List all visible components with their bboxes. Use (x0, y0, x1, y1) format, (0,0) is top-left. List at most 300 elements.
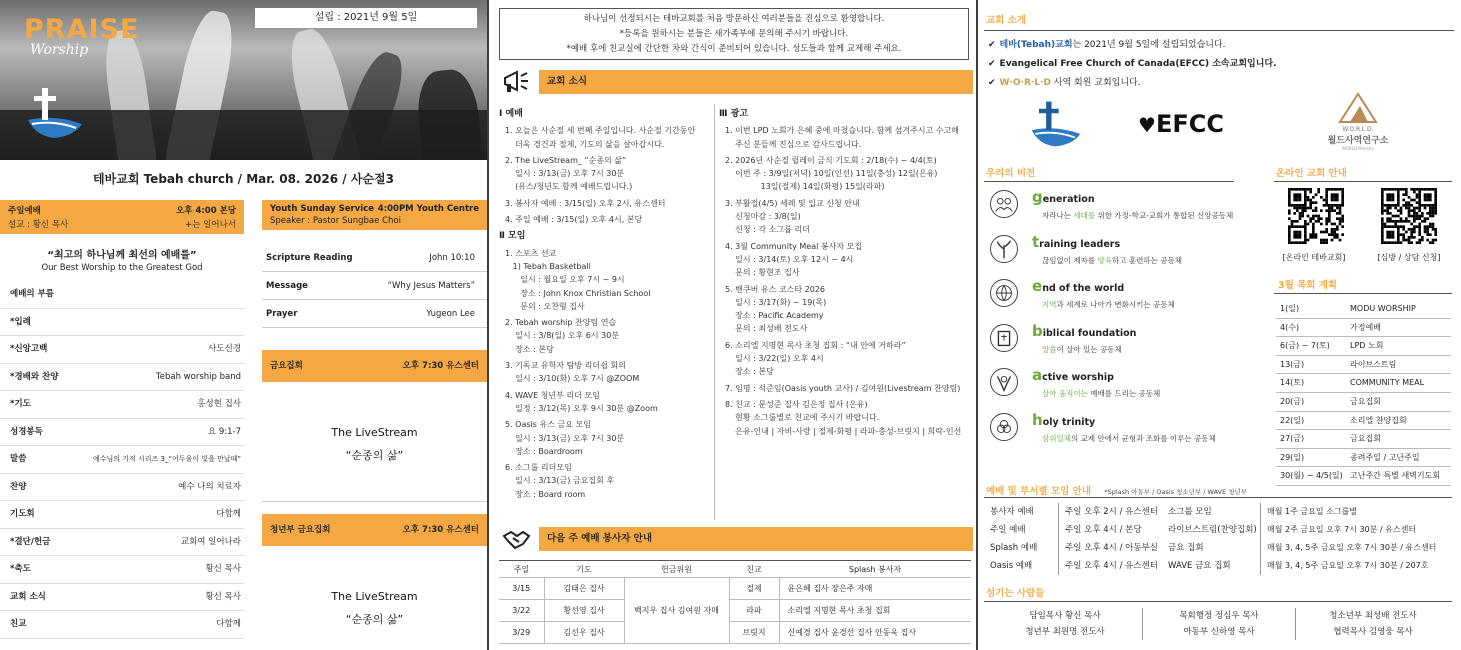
order-row (0, 391, 244, 419)
youth-label: Prayer (266, 309, 298, 319)
calendar-event: 종려주일 / 고난주일 (1350, 452, 1420, 462)
friday-title: 금요집회 (270, 361, 303, 371)
meeting-name: 봉사자 예배 (990, 507, 1034, 517)
ad-heading: Ⅲ 광고 (719, 109, 749, 119)
vision-desc-post: 이 살아 있는 공동체 (1056, 344, 1122, 354)
youth-row (262, 272, 487, 300)
meeting-news-heading: Ⅱ 모임 (499, 231, 526, 242)
table-row (499, 578, 971, 600)
news-line: 일정 : 3/12(목) 오후 9시 30분 @Zoom (505, 403, 658, 413)
news-line: 일시 : 3/22(일) 오후 4시 (725, 354, 824, 364)
vision-desc-post: 과 세계로 나아가 변화시키는 공동체 (1056, 300, 1175, 309)
vision-desc-pre: 자라나는 (1042, 211, 1074, 220)
order-label: *결단/헌금 (10, 536, 51, 547)
order-value: 교회여 일어나라 (180, 536, 241, 547)
praise-title: PRAISE (24, 14, 140, 45)
news-line: 6. 소리엘 지명현 목사 초청 집회 : “내 안에 거하라” (725, 340, 906, 350)
vision-desc (1042, 344, 1122, 355)
worship-photo (0, 0, 487, 160)
vision-rest: oly trinity (1042, 416, 1096, 428)
vision-rest: eneration (1042, 194, 1095, 205)
meeting-time: 주일 오후 4시 / 유스센터 (1058, 557, 1158, 575)
news-line: 4. WAVE 청년부 리더 모임 (505, 390, 600, 400)
vision-rest: ctive worship (1042, 372, 1114, 383)
plant-icon (990, 235, 1018, 263)
calendar-event: MODU WORSHIP (1350, 304, 1416, 313)
order-value: 요 9:1-7 (207, 426, 241, 437)
preacher: 설교 : 황신 목사 (8, 220, 69, 230)
news-line: 3. 기독교 유학자 탐방 리더쉽 회의 (505, 361, 626, 371)
row-prayer: 김태은 집사 (544, 578, 624, 600)
world-highlight: W·O·R·L·D (999, 78, 1051, 88)
col-sunday: 주일 (499, 561, 544, 578)
order-label: *기도 (10, 399, 31, 409)
order-label: *입례 (10, 316, 31, 327)
news-line: 3. 봉사자 예배 : 3/15(일) 오후 2시, 유스센터 (505, 198, 666, 208)
youth-value: John 10:10 (429, 253, 475, 263)
family-icon (990, 190, 1018, 218)
efcc-text: EFCC (1155, 110, 1224, 138)
calendar-event: 고난주간 특별 새벽기도회 (1350, 471, 1441, 481)
news-line: 신청 : 각 소그룹 리더 (725, 225, 810, 235)
friday-sermon (262, 382, 487, 502)
vision-initial: a (1032, 366, 1043, 384)
intro-line: ✔ 테바(Tebah)교회는 2021년 9월 5일에 설립되었습니다. (988, 40, 1226, 50)
news-line: 일시 : 3/14(토) 오후 12시 ~ 4시 (725, 254, 854, 264)
vision-desc-post: 하고 훈련하는 공동체 (1111, 255, 1182, 265)
row-splash: 신예경 집사 윤경선 집사 안동욱 집사 (779, 622, 971, 644)
established-date: 설립 : 2021년 9월 5일 (255, 8, 477, 28)
order-label: 친교 (10, 619, 27, 629)
order-value: 예수 나의 치료자 (178, 481, 241, 492)
news-line: 장소 : Pacific Academy (725, 311, 824, 321)
row-prayer: 김선우 집사 (544, 622, 624, 644)
world-logo (1323, 92, 1393, 151)
vision-rest: raining leaders (1039, 238, 1121, 250)
news-line: 일시 : 3/13(금) 오후 7시 30분 (505, 169, 625, 179)
welcome-line1: 하나님이 선정되시는 테바교회를 처음 방문하신 여러분들을 진심으로 환영합니다. (583, 14, 885, 24)
meeting-name: Oasis 예배 (990, 561, 1033, 571)
calendar-row (1276, 356, 1451, 375)
order-value: 다함께 (216, 619, 241, 629)
vision-desc-post: 위한 가정-학교-교회가 통합된 신앙공동체 (1095, 211, 1234, 220)
liturgical-season: 사순절3 (350, 172, 394, 186)
staff-member: 청년부 최원명 전도사 (1025, 627, 1105, 637)
world-english: WORLD Ministry (1341, 146, 1375, 151)
meeting-time: 주일 오후 2시 / 유스센터 (1058, 503, 1158, 521)
news-line: 일시 : 3/13(금) 오후 7시 30분 (505, 433, 625, 443)
news-line: 현황 소그룹별로 친교에 주시기 바랍니다. (725, 413, 880, 423)
table-row (499, 600, 971, 622)
servers-table (499, 560, 971, 644)
intro-heading: 교회 소개 (986, 15, 1027, 26)
calendar-event: 금요집회 (1350, 434, 1381, 444)
youth-speaker: Speaker : Pastor Sungbae Choi (270, 216, 401, 226)
vision-word (1032, 233, 1120, 251)
news-line: 주신 분들께 진심으로 감사드립니다. (725, 139, 862, 149)
news-line: 1. 오늘은 사순절 세 번째 주일입니다. 사순절 기간동안 (505, 126, 696, 136)
vision-desc-highlight: 살아 움직이는 (1042, 389, 1088, 398)
youth-friday-line2: “순종의 삶” (345, 613, 404, 626)
youth-friday-time: 오후 7:30 유스센터 (402, 525, 479, 535)
youth-row (262, 244, 487, 272)
order-row (0, 336, 244, 364)
march-calendar (1276, 300, 1451, 486)
news-line: 2. 2026년 사순절 릴레이 금식 기도회 : 2/18(수) ~ 4/4(토) (725, 155, 937, 165)
calendar-row (1276, 374, 1451, 393)
order-value: 사도신경 (208, 344, 241, 354)
col-splash: Splash 봉사자 (779, 561, 971, 578)
news-line: 8. 친교 : 문성준 집사 김은정 집사 (은유) (725, 399, 868, 409)
row-date: 3/15 (499, 578, 544, 600)
offering-team: 백지우 집사 김여원 자매 (624, 578, 729, 644)
news-line: 13일(절제) 14일(화평) 15일(라파) (725, 182, 885, 192)
meeting-time2: 매월 2주 금요일 오후 7시 30분 / 유스센터 (1260, 521, 1416, 539)
vision-desc-highlight: 세대를 (1073, 211, 1096, 220)
church-info-panel (978, 0, 1461, 650)
world-name: 월드사역연구소 (1327, 136, 1389, 146)
order-row (0, 474, 244, 502)
calendar-row (1276, 412, 1451, 431)
news-line: 일시 : 3/10(화) 오후 7시 @ZOOM (505, 374, 640, 384)
order-row (0, 556, 244, 584)
youth-label: Scripture Reading (266, 253, 353, 263)
meeting-time2: 매월 3, 4, 5주 금요일 오후 7시 30분 / 유스센터 (1260, 539, 1436, 557)
news-line: 문의 : 황현조 집사 (725, 268, 800, 278)
order-label: 찬양 (10, 481, 27, 492)
vision-rest: nd of the world (1042, 283, 1125, 294)
news-line: 일시 : 3/8(일) 오후 6시 30분 (505, 331, 620, 341)
vision-initial: h (1032, 410, 1043, 429)
vision-initial: b (1032, 321, 1043, 340)
row-prayer: 황선영 집사 (544, 600, 624, 622)
news-line: 장소 : Boardroom (505, 446, 583, 456)
meetings-note: *Splash 아동부 / Oasis 청소년부 / WAVE 청년부 (1104, 488, 1248, 496)
calendar-date: 29(일) (1280, 452, 1305, 462)
news-line: 일시 : 월요일 오후 7시 ~ 9시 (505, 275, 625, 285)
order-label: 말씀 (10, 454, 27, 464)
order-value: 예수님의 기적 시리즈 3_“어두움이 빛을 만날때” (92, 455, 241, 463)
meeting-name2: 금요 집회 (1168, 543, 1204, 553)
youth-friday-header (262, 514, 487, 546)
youth-service-title: Youth Sunday Service (270, 204, 374, 214)
order-value: 홍성현 집사 (197, 399, 241, 409)
vision-desc-highlight: 삼위일체 (1042, 433, 1071, 443)
intro-line: ✔ W·O·R·L·D 사역 회원 교회입니다. (988, 78, 1141, 88)
vision-desc-post: 의 교제 안에서 균형과 조화를 이루는 공동체 (1070, 433, 1216, 443)
bulletin-cover-panel (0, 0, 487, 650)
meeting-time2: 매월 3, 4, 5주 금요일 오후 7시 30분 / 207호 (1260, 557, 1428, 575)
news-line: 장소 : 본당 (505, 344, 554, 354)
news-line: 문의 : 최성배 전도사 (725, 324, 808, 334)
vision-initial: e (1032, 277, 1043, 295)
news-line: 1) Tebah Basketball (505, 261, 591, 271)
staff-member: 아동부 신하영 목사 (1183, 627, 1255, 637)
motto-korean: “최고의 하나님께 최선의 예배를” (47, 250, 197, 261)
worship-subtitle: Worship (30, 42, 89, 58)
row-fellowship: 절제 (729, 578, 779, 600)
news-line: 6. 소그룹 리더모임 (505, 463, 572, 473)
order-of-worship (0, 281, 244, 639)
ad-list (719, 124, 971, 438)
world-small: W.O.R.L.D. (1342, 126, 1374, 133)
main-service-time: 오후 4:00 본당 (176, 206, 236, 216)
stand-note: +는 일어나서 (185, 220, 236, 230)
welcome-box (499, 8, 969, 60)
calendar-event: 소리엘 찬양집회 (1350, 415, 1407, 425)
megaphone-icon (501, 66, 531, 96)
staff-member: 목회행정 정심우 목사 (1179, 611, 1259, 621)
calendar-row (1276, 300, 1451, 319)
main-service-title: 주일예배 (8, 206, 41, 216)
main-service-header (0, 200, 244, 234)
calendar-row (1276, 337, 1451, 356)
bible-icon (990, 324, 1018, 352)
news-left-column (499, 106, 711, 501)
news-line: 5. 밴쿠버 유스 코스타 2026 (725, 284, 825, 294)
vision-initial: g (1032, 188, 1043, 206)
row-fellowship: 브릿지 (729, 622, 779, 644)
calendar-event: LPD 노회 (1350, 341, 1384, 351)
meetings-heading (986, 483, 1247, 497)
vision-desc (1042, 388, 1160, 399)
news-line: 1. 스포츠 선교 (505, 248, 557, 258)
calendar-row (1276, 430, 1451, 449)
order-label: 성경봉독 (10, 426, 43, 437)
order-label: *축도 (10, 564, 31, 574)
calendar-row (1276, 319, 1451, 338)
calendar-date: 14(토) (1280, 378, 1305, 388)
order-row (0, 584, 244, 612)
meeting-time2: 매월 1주 금요일 소그룹별 (1260, 503, 1357, 521)
vision-desc (1042, 299, 1175, 310)
vision-desc-post: 예배를 드리는 공동체 (1087, 389, 1161, 398)
youth-service-time: 4:00PM Youth Centre (377, 204, 479, 214)
news-line: 일시 : 3/17(화) ~ 19(목) (725, 297, 827, 307)
meeting-name2: 라이브스트림(찬양집회) (1168, 525, 1257, 535)
news-line: 4. 3월 Community Meal 봉사자 모집 (725, 241, 863, 251)
news-line: 4. 주일 예배 : 3/15(일) 오후 4시, 본당 (505, 215, 643, 225)
praise-icon (990, 368, 1018, 396)
meeting-name2: WAVE 금요 집회 (1168, 561, 1231, 571)
news-line: 은유-인내 | 자비-사랑 | 절제-화평 | 라파-충성-브릿지 | 희락-인선 (725, 426, 962, 436)
news-line: 2. The LiveStream_ “순종의 삶” (505, 155, 627, 165)
intro-list (988, 36, 1277, 93)
vision-word (1032, 366, 1114, 384)
welcome-line2: *등록을 원하시는 분들은 새가족부에 문의해 주시기 바랍니다. (619, 29, 849, 39)
calendar-date: 20(금) (1280, 396, 1305, 406)
welcome-line3: *예배 후에 친교실에 간단한 차와 간식이 준비되어 있습니다. 성도들과 함께 교제해 주세요. (566, 44, 902, 54)
youth-value: Yugeon Lee (426, 309, 475, 319)
worship-news-heading: Ⅰ 예배 (499, 109, 523, 119)
youth-friday-sermon (262, 546, 487, 650)
vision-word (1032, 188, 1095, 206)
staff-member: 협력목사 김영웅 목사 (1333, 627, 1413, 637)
youth-label: Message (266, 281, 308, 291)
news-line: (유스/청년도 함께 예배드립니다.) (505, 182, 633, 192)
news-line: 3. 부활절(4/5) 세례 및 입교 신청 안내 (725, 198, 860, 208)
vision-word (1032, 411, 1095, 429)
tebah-church-logo (24, 84, 86, 142)
table-row (499, 622, 971, 644)
news-line: 이번 주 : 3/9일(저녁) 10일(인선) 11일(충성) 12일(은유) (725, 169, 938, 179)
staff-group (988, 608, 1142, 640)
col-fellowship: 친교 (729, 561, 779, 578)
order-value: 다함께 (216, 509, 241, 519)
main-service-column (0, 200, 244, 639)
news-right-column (719, 106, 971, 438)
news-line: 2. Tebah worship 찬양팀 연습 (505, 318, 617, 328)
news-line: 7. 임명 : 석준임(Oasis youth 교사) / 김여원(Livestream 찬양팀) (725, 383, 961, 393)
church-date-text: 테바교회 Tebah church / Mar. 08. 2026 / (93, 172, 351, 186)
online-church-qr[interactable] (1288, 188, 1344, 244)
friday-time: 오후 7:30 유스센터 (402, 361, 479, 371)
vision-desc-highlight: 양육 (1097, 255, 1112, 265)
news-line: 5. Oasis 유스 금요 모임 (505, 420, 591, 430)
calendar-date: 1(일) (1280, 304, 1300, 313)
visitation-qr[interactable] (1381, 188, 1437, 244)
staff-member: 담임목사 황신 목사 (1029, 611, 1101, 621)
calendar-date: 6(금) ~ 7(토) (1280, 341, 1330, 351)
meeting-time: 주일 오후 4시 / 아동부실 (1058, 539, 1158, 557)
staff-group (1296, 608, 1450, 640)
trinity-icon (990, 413, 1018, 441)
youth-friday-line1: The LiveStream (331, 590, 418, 603)
meetings-title: 예배 및 부서별 모임 안내 (986, 486, 1091, 497)
order-row (0, 446, 244, 474)
youth-service-header (262, 200, 487, 230)
meetings-table (988, 503, 1450, 575)
order-label: *경배와 찬양 (10, 371, 59, 382)
calendar-date: 22(일) (1280, 415, 1305, 425)
vision-desc-highlight: 말씀 (1042, 344, 1057, 354)
vision-initial: t (1032, 232, 1040, 251)
meeting-time: 주일 오후 4시 / 본당 (1058, 521, 1142, 539)
vision-desc-highlight: 지역 (1042, 300, 1057, 309)
youth-order (262, 244, 487, 328)
news-line: 1. 이번 LPD 노회가 은혜 중에 마쳤습니다. 함께 섬겨주시고 수고해 (725, 126, 959, 136)
vision-rest: iblical foundation (1042, 327, 1137, 339)
news-line: 장소 : Board room (505, 489, 586, 499)
globe-icon (990, 279, 1018, 307)
calendar-event: 금요집회 (1350, 396, 1381, 406)
calendar-date: 13(금) (1280, 359, 1305, 369)
efcc-logo: ♥EFCC (1138, 110, 1224, 138)
intro-text: Evangelical Free Church of Canada(EFCC) 소속교회입니다. (999, 59, 1277, 69)
worship-news-list (499, 124, 711, 226)
calendar-heading: 3월 목회 계획 (1278, 280, 1338, 291)
youth-friday-title: 청년부 금요집회 (270, 525, 331, 535)
calendar-event: 가정예배 (1350, 322, 1381, 332)
friday-line2: “순종의 삶” (345, 449, 404, 462)
news-line: 일시 : 3/13(금) 금요집회 후 (505, 476, 615, 486)
vision-desc-pre: 끊임없이 제자를 (1042, 255, 1098, 265)
calendar-row (1276, 467, 1451, 486)
meeting-news-list (499, 247, 711, 501)
news-line: 문의 : 오찬형 집사 (505, 301, 585, 311)
calendar-row (1276, 393, 1451, 412)
intro-text: 는 2021년 9월 5일에 설립되었습니다. (1072, 40, 1226, 50)
news-line: 장소 : 본당 (725, 367, 774, 377)
meeting-row (988, 539, 1450, 557)
order-row (0, 529, 244, 557)
order-row (0, 281, 244, 309)
order-value: 황신 목사 (205, 564, 241, 574)
order-label: 예배의 부름 (10, 289, 55, 299)
youth-value: “Why Jesus Matters” (387, 281, 475, 291)
church-news-panel (489, 0, 976, 650)
motto-english: Our Best Worship to the Greatest God (41, 263, 203, 273)
church-name-highlight: 테바(Tebah)교회 (999, 40, 1073, 50)
news-line: 장소 : John Knox Christian School (505, 288, 651, 298)
calendar-event: 라이브스트림 (1350, 359, 1397, 369)
meeting-name: Splash 예배 (990, 543, 1038, 553)
calendar-event: COMMUNITY MEAL (1350, 378, 1425, 388)
vision-desc (1042, 210, 1233, 221)
next-week-servers-header: 다음 주 예배 봉사자 안내 (539, 527, 973, 551)
vision-desc (1042, 255, 1182, 266)
calendar-date: 30(월) ~ 4/5(일) (1280, 471, 1343, 481)
order-value: 황신 목사 (205, 591, 241, 602)
staff-heading: 섬기는 사람들 (986, 588, 1045, 599)
vision-desc (1042, 433, 1216, 444)
calendar-row (1276, 449, 1451, 468)
news-line: 더욱 경건과 절제, 기도의 삶을 살아갑시다. (505, 139, 665, 149)
church-news-header: 교회 소식 (539, 70, 973, 94)
order-row (0, 419, 244, 447)
tebah-logo (1028, 98, 1084, 150)
row-fellowship: 라파 (729, 600, 779, 622)
calendar-date: 27(금) (1280, 434, 1305, 444)
meeting-row (988, 557, 1450, 575)
intro-line: ✔ Evangelical Free Church of Canada(EFCC) 소속교회입니다. (988, 59, 1277, 69)
other-services-column (262, 200, 487, 650)
order-row (0, 364, 244, 392)
online-church-label: [온라인 테바교회] (1282, 253, 1346, 262)
row-date: 3/29 (499, 622, 544, 644)
motto (0, 246, 244, 273)
church-date-title (0, 170, 487, 187)
meeting-name2: 소그룹 모임 (1168, 507, 1212, 517)
vision-word (1032, 277, 1124, 295)
order-label: *신앙고백 (10, 344, 48, 354)
calendar-date: 4(수) (1280, 322, 1300, 332)
meeting-name: 주일 예배 (990, 525, 1026, 535)
visitation-label: [심방 / 상담 신청] (1377, 253, 1441, 262)
order-row (0, 309, 244, 337)
online-heading: 온라인 교회 안내 (1276, 168, 1347, 179)
mountain-icon (1338, 92, 1378, 124)
news-line: 신청마감 : 3/8(일) (725, 212, 801, 222)
col-offering: 헌금위원 (624, 561, 729, 578)
handshake-icon (501, 524, 531, 554)
row-splash: 윤은혜 집사 장은주 자매 (779, 578, 971, 600)
order-row (0, 611, 244, 639)
meeting-row (988, 503, 1450, 521)
vision-heading: 우리의 비전 (986, 168, 1036, 179)
vision-word (1032, 322, 1136, 340)
friday-line1: The LiveStream (331, 426, 418, 439)
youth-row (262, 300, 487, 328)
staff-group (1142, 608, 1296, 640)
order-label: 교회 소식 (10, 591, 46, 602)
row-splash: 소리엘 지명현 목사 초청 집회 (779, 600, 971, 622)
order-label: 기도회 (10, 509, 35, 519)
row-date: 3/22 (499, 600, 544, 622)
meeting-row (988, 521, 1450, 539)
col-prayer: 기도 (544, 561, 624, 578)
order-row (0, 501, 244, 529)
